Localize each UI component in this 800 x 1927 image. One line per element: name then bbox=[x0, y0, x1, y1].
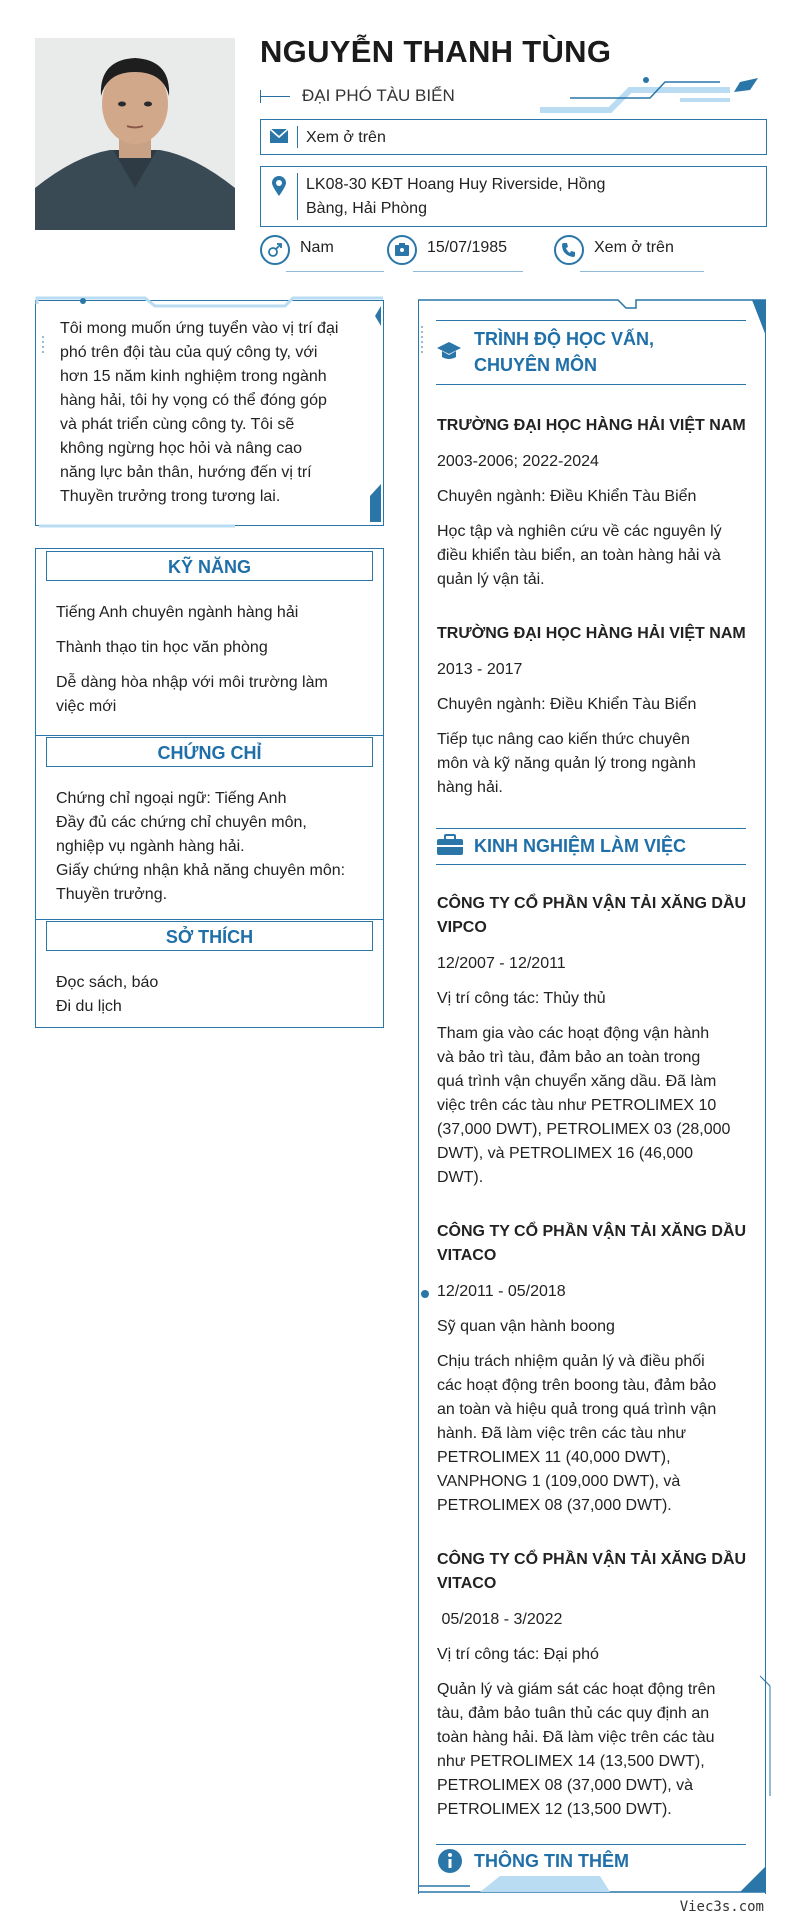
header-circuit-decoration bbox=[530, 70, 770, 116]
title-decoration bbox=[260, 96, 290, 97]
list-item: Tiếng Anh chuyên ngành hàng hải bbox=[56, 604, 299, 621]
mail-icon bbox=[261, 120, 297, 154]
email-value: Xem ở trên bbox=[306, 129, 386, 146]
list-item: Dễ dàng hòa nhập với môi trường làm bbox=[56, 674, 328, 691]
experience-entry-1 bbox=[437, 892, 752, 1190]
address-box bbox=[260, 166, 767, 227]
briefcase-icon bbox=[436, 834, 464, 861]
location-pin-icon bbox=[261, 167, 297, 226]
phone-icon bbox=[554, 235, 584, 265]
graduation-cap-icon bbox=[436, 340, 462, 367]
education-heading: TRÌNH ĐỘ HỌC VẤN, CHUYÊN MÔN bbox=[474, 329, 654, 375]
list-item: Đọc sách, báo bbox=[56, 974, 159, 991]
job-desc: Tham gia vào các hoạt động vận hành và bảo trì tàu, đảm bảo an toàn trong quá trình vận chuyển xăng dầu. Đã làm việc trên các tàu như PETROLIMEX 10 (37,000 DWT), PETROLIMEX 03 (28,000 DWT), và PETROLIMEX 16 (46,000 DWT). bbox=[437, 1025, 731, 1186]
objective-frame-decoration bbox=[35, 296, 387, 530]
phone-item bbox=[554, 235, 674, 265]
school-major: Chuyên ngành: Điều Khiển Tàu Biển bbox=[437, 696, 697, 713]
list-item: Chứng chỉ ngoại ngữ: Tiếng Anh bbox=[56, 790, 287, 807]
list-item: Đi du lịch bbox=[56, 998, 122, 1015]
certs-list bbox=[56, 787, 371, 907]
school-name: TRƯỜNG ĐẠI HỌC HÀNG HẢI VIỆT NAM bbox=[437, 417, 746, 434]
list-item: Đầy đủ các chứng chỉ chuyên môn, bbox=[56, 814, 307, 831]
company-name: CÔNG TY CỔ PHẦN VẬN TẢI XĂNG DẦU VIPCO bbox=[437, 895, 747, 936]
job-role: Sỹ quan vận hành boong bbox=[437, 1318, 615, 1335]
footer-watermark: Viec3s.com bbox=[679, 1899, 764, 1915]
certs-heading: CHỨNG CHỈ bbox=[46, 737, 373, 767]
birthdate-item bbox=[387, 235, 507, 265]
objective-text: Tôi mong muốn ứng tuyển vào vị trí đại phó trên đội tàu của quý công ty, với hơn 15 năm kinh nghiệm trong ngành hàng hải, tôi hy vọng có thể đóng góp và phát triển cùng công ty. Tôi sẽ không ngừng học hỏi và nâng cao năng lực bản thân, hướng đến vị trí Thuyền trưởng trong tương lai. bbox=[60, 320, 339, 505]
list-item: Giấy chứng nhận khả năng chuyên môn: bbox=[56, 862, 346, 879]
job-period: 12/2007 - 12/2011 bbox=[437, 955, 566, 972]
list-item: Thành thạo tin học văn phòng bbox=[56, 639, 268, 656]
email-box bbox=[260, 119, 767, 155]
job-period: 05/2018 - 3/2022 bbox=[437, 1611, 563, 1628]
school-name: TRƯỜNG ĐẠI HỌC HÀNG HẢI VIỆT NAM bbox=[437, 625, 746, 642]
job-role: Vị trí công tác: Đại phó bbox=[437, 1646, 599, 1663]
address-line-1: LK08-30 KĐT Hoang Huy Riverside, Hồng bbox=[306, 176, 606, 193]
candidate-name: NGUYỄN THANH TÙNG bbox=[260, 34, 612, 69]
extra-info-heading: THÔNG TIN THÊM bbox=[474, 1851, 629, 1871]
job-title: ĐẠI PHÓ TÀU BIỂN bbox=[302, 86, 455, 105]
list-item: việc mới bbox=[56, 698, 117, 715]
calendar-id-icon bbox=[387, 235, 417, 265]
profile-photo bbox=[35, 38, 235, 230]
gender-item bbox=[260, 235, 334, 265]
skills-heading: KỸ NĂNG bbox=[46, 551, 373, 581]
company-name: CÔNG TY CỔ PHẦN VẬN TẢI XĂNG DẦU VITACO bbox=[437, 1551, 747, 1592]
experience-heading: KINH NGHIỆM LÀM VIỆC bbox=[474, 836, 687, 856]
job-desc: Chịu trách nhiệm quản lý và điều phối các hoạt động trên boong tàu, đảm bảo an toàn và hiệu quả trong quá trình vận hành. Đã làm việc trên các tàu như PETROLIMEX 11 (40,000 DWT), VANPHONG 1 (109,000 DWT), và PETROLIMEX 08 (37,000 DWT). bbox=[437, 1353, 717, 1514]
experience-entry-2 bbox=[437, 1220, 752, 1518]
address-line-2: Bàng, Hải Phòng bbox=[306, 200, 427, 217]
school-years: 2003-2006; 2022-2024 bbox=[437, 453, 599, 470]
hobbies-heading: SỞ THÍCH bbox=[46, 921, 373, 951]
education-entry-2 bbox=[437, 622, 747, 800]
job-title-row bbox=[260, 86, 455, 106]
left-info-panel bbox=[35, 548, 384, 1028]
school-desc: Học tập và nghiên cứu về các nguyên lý điều khiển tàu biển, an toàn hàng hải và quản lý vận tải. bbox=[437, 523, 722, 588]
gender-icon bbox=[260, 235, 290, 265]
gender-value: Nam bbox=[300, 239, 334, 256]
school-major: Chuyên ngành: Điều Khiển Tàu Biển bbox=[437, 488, 697, 505]
job-period: 12/2011 - 05/2018 bbox=[437, 1283, 566, 1300]
company-name: CÔNG TY CỔ PHẦN VẬN TẢI XĂNG DẦU VITACO bbox=[437, 1223, 747, 1264]
education-entry-1 bbox=[437, 414, 747, 592]
experience-entry-3 bbox=[437, 1548, 752, 1822]
job-desc: Quản lý và giám sát các hoạt động trên tàu, đảm bảo tuân thủ các quy định an toàn hàng hải. Đã làm việc trên các tàu như PETROLIMEX 14 (13,500 DWT), PETROLIMEX 08 (37,000 DWT), và PETROLIMEX 12 (13,500 DWT). bbox=[437, 1681, 716, 1818]
birthdate-value: 15/07/1985 bbox=[427, 239, 508, 256]
skills-list bbox=[56, 601, 328, 719]
hobbies-list bbox=[56, 971, 158, 1019]
list-item: Thuyền trưởng. bbox=[56, 886, 168, 903]
school-desc: Tiếp tục nâng cao kiến thức chuyên môn và kỹ năng quản lý trong ngành hàng hải. bbox=[437, 731, 696, 796]
info-icon bbox=[437, 1848, 463, 1879]
list-item: nghiệp vụ ngành hàng hải. bbox=[56, 838, 245, 855]
phone-value: Xem ở trên bbox=[594, 239, 674, 256]
school-years: 2013 - 2017 bbox=[437, 661, 523, 678]
job-role: Vị trí công tác: Thủy thủ bbox=[437, 990, 606, 1007]
